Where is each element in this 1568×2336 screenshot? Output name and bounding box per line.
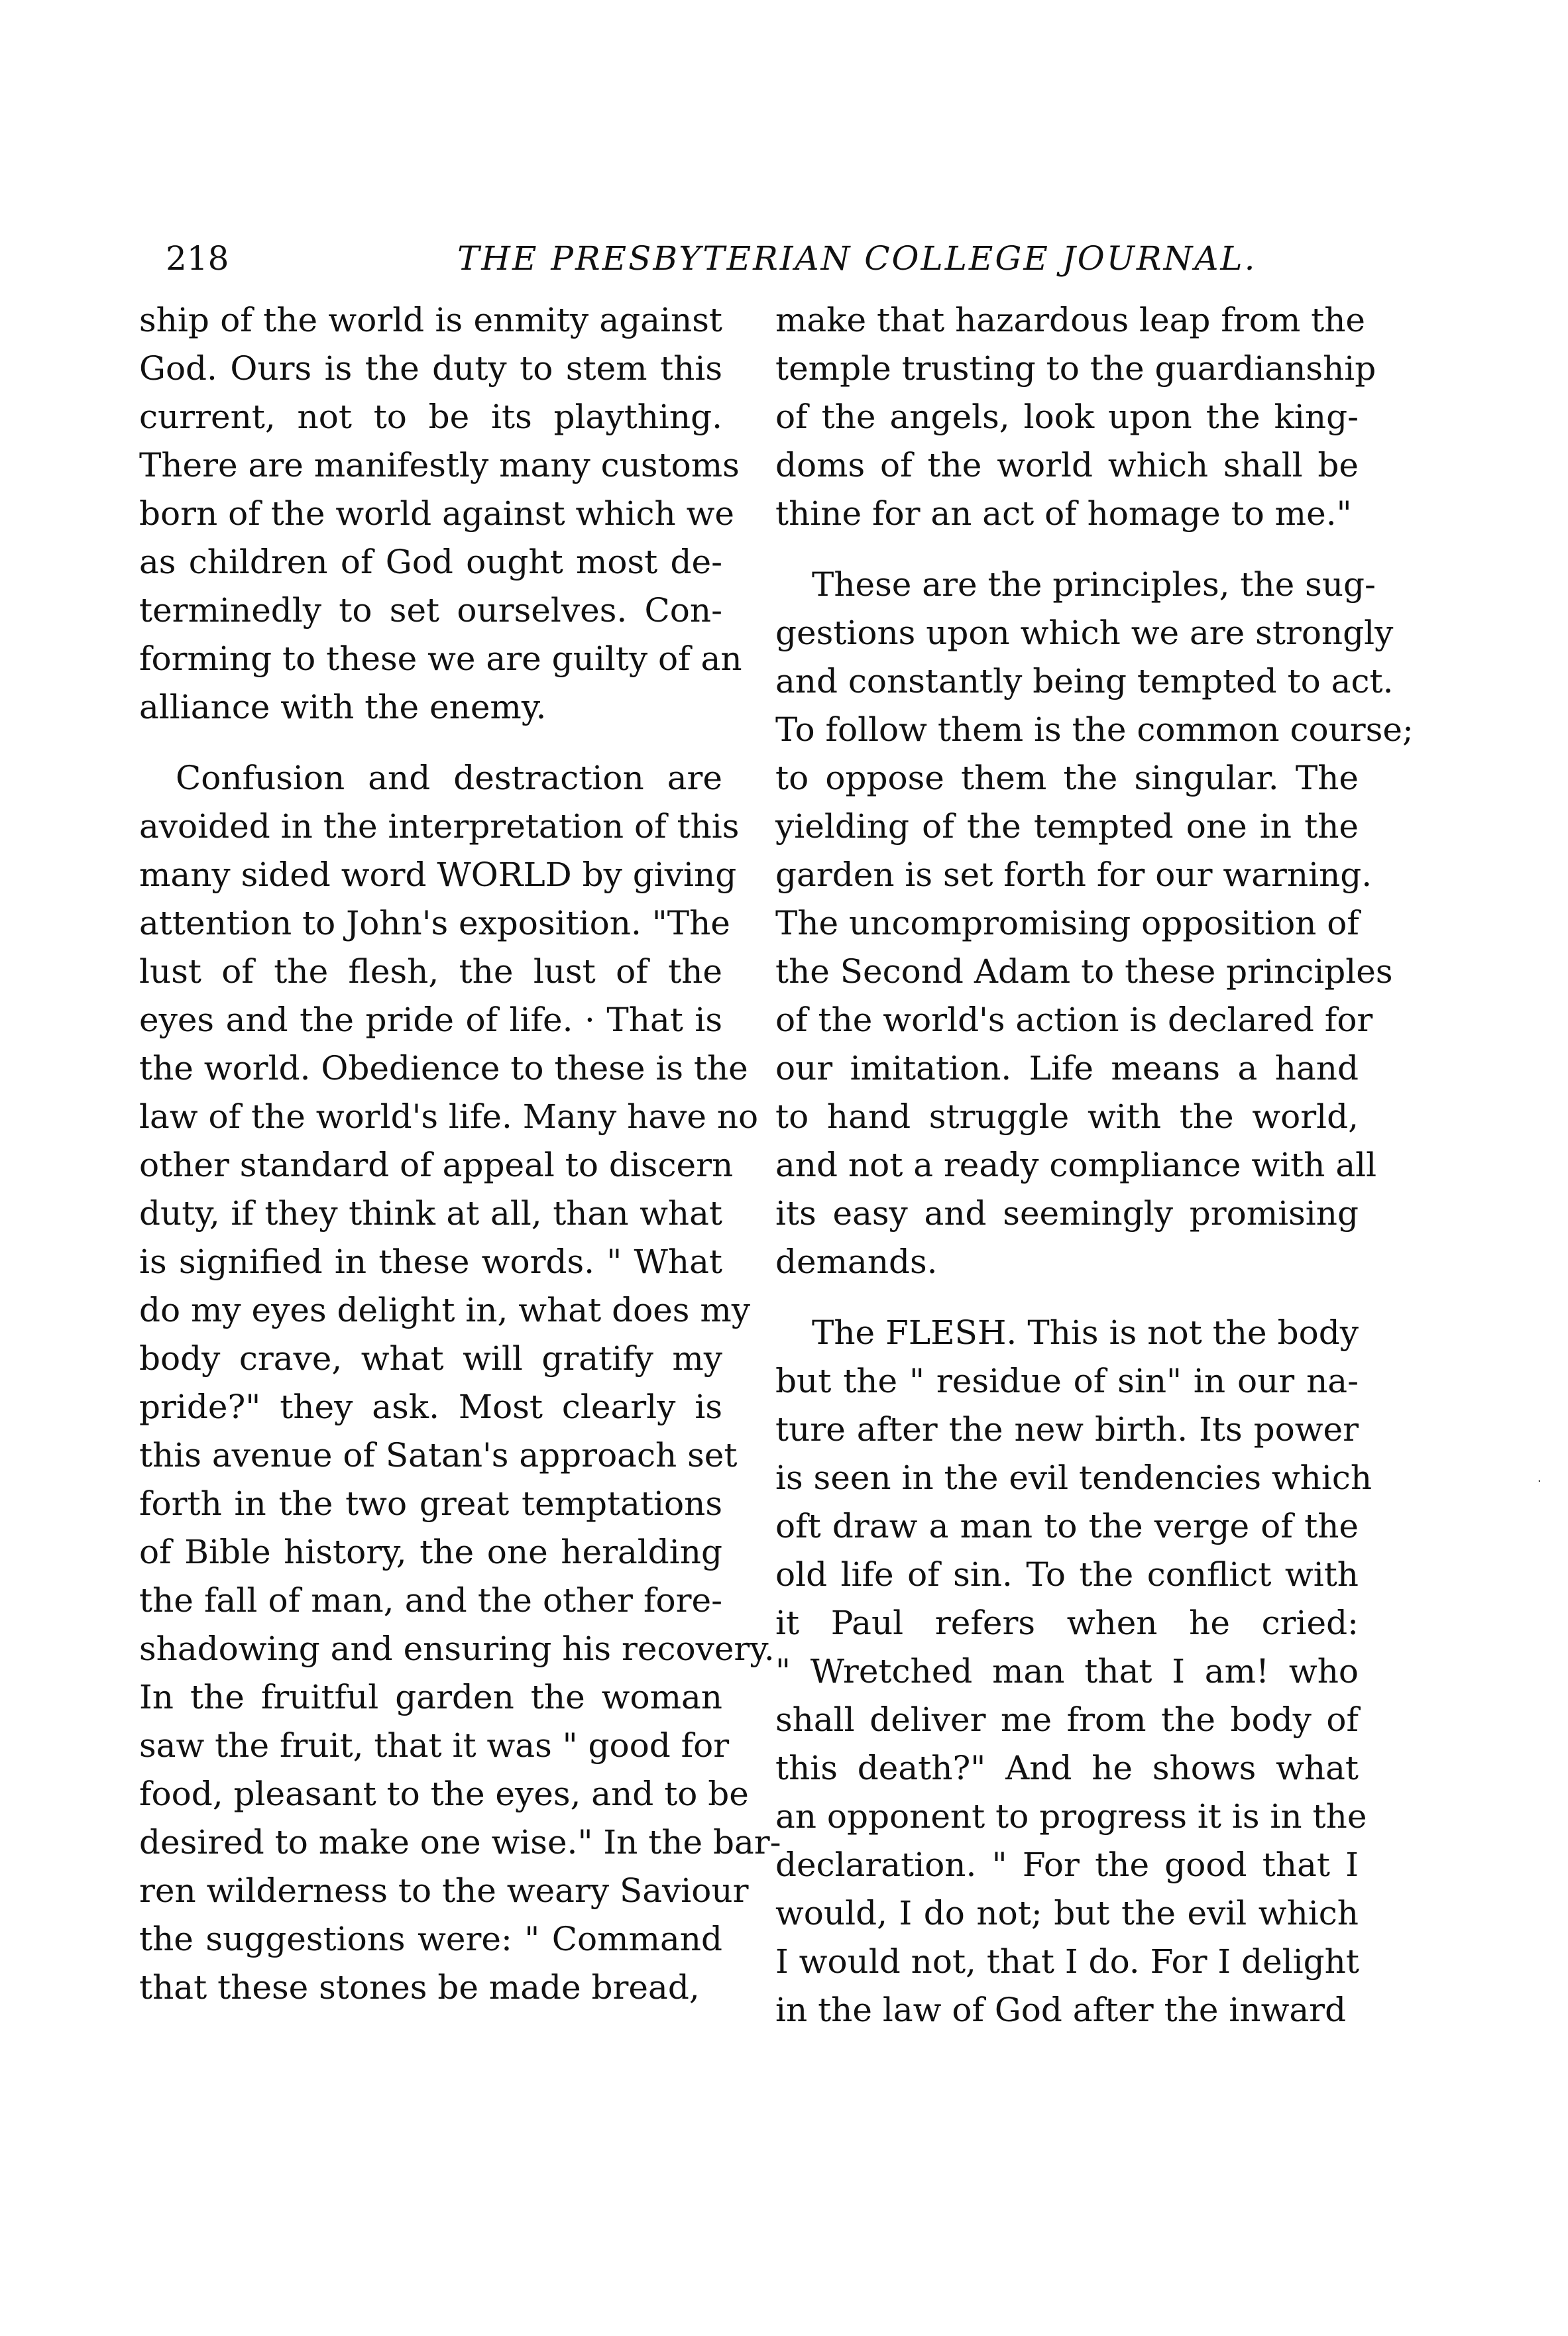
text-line: ship of the world is enmity against [139, 301, 722, 339]
text-line: and not a ready compliance with all [775, 1146, 1377, 1184]
text-line: in the law of God after the inward [775, 1991, 1347, 2029]
text-line: pride?" they ask. Most clearly is [139, 1388, 722, 1426]
text-line: forth in the two great temptations [139, 1484, 722, 1523]
text-line: the suggestions were: " Command [139, 1920, 722, 1958]
text-line: gestions upon which we are strongly [775, 614, 1394, 652]
text-line: old life of sin. To the conflict with [775, 1555, 1359, 1594]
text-line: it Paul refers when he cried: [775, 1604, 1359, 1642]
text-line: that these stones be made bread, [139, 1968, 700, 2007]
text-line: ture after the new birth. Its power [775, 1410, 1359, 1449]
text-line: the world. Obedience to these is the [139, 1049, 748, 1087]
paragraph [775, 561, 1414, 1286]
text-line: " Wretched man that I am! who [775, 1652, 1359, 1691]
text-line: avoided in the interpretation of this [139, 807, 740, 846]
text-line: The uncompromising opposition of [775, 904, 1359, 942]
text-line: forming to these we are guilty of an [139, 640, 742, 678]
text-line: garden is set forth for our warning. [775, 856, 1372, 894]
text-line: doms of the world which shall be [775, 446, 1359, 484]
text-line: its easy and seemingly promising [775, 1194, 1359, 1233]
text-line: the Second Adam to these principles [775, 952, 1393, 991]
text-line: other standard of appeal to discern [139, 1146, 734, 1184]
text-line: but the " residue of sin" in our na- [775, 1362, 1359, 1400]
text-line: ren wilderness to the weary Saviour [139, 1871, 749, 1910]
text-line: make that hazardous leap from the [775, 301, 1366, 339]
text-line: eyes and the pride of life. · That is [139, 1001, 722, 1039]
text-line: of the world's action is declared for [775, 1001, 1373, 1039]
text-line: shadowing and ensuring his recovery. [139, 1630, 775, 1668]
text-line: attention to John's exposition. "The [139, 904, 730, 942]
text-line: to hand struggle with the world, [775, 1097, 1359, 1136]
text-line: is signified in these words. " What [139, 1243, 722, 1281]
text-line: oft draw a man to the verge of the [775, 1507, 1359, 1545]
text-line: current, not to be its plaything. [139, 398, 722, 436]
text-line: our imitation. Life means a hand [775, 1049, 1359, 1087]
text-line: thine for an act of homage to me." [775, 494, 1352, 533]
paragraph [139, 754, 781, 2012]
text-line: law of the world's life. Many have no [139, 1097, 759, 1136]
left-column [139, 296, 781, 2034]
text-line: to oppose them the singular. The [775, 759, 1359, 797]
text-line: To follow them is the common course; [775, 710, 1414, 749]
text-line: desired to make one wise." In the bar- [139, 1823, 781, 1862]
text-line: of the angels, look upon the king- [775, 398, 1359, 436]
text-line: The FLESH. This is not the body [812, 1313, 1359, 1352]
text-line: food, pleasant to the eyes, and to be [139, 1775, 749, 1813]
journal-title: THE PRESBYTERIAN COLLEGE JOURNAL. [457, 239, 1257, 278]
text-line: an opponent to progress it is in the [775, 1797, 1367, 1836]
text-line: saw the fruit, that it was " good for [139, 1726, 730, 1765]
text-line: declaration. " For the good that I [775, 1846, 1359, 1884]
paragraph [775, 1309, 1372, 2034]
text-line: demands. [775, 1243, 938, 1281]
text-line: duty, if they think at all, than what [139, 1194, 722, 1233]
paragraph [139, 296, 742, 732]
paragraph [775, 296, 1376, 538]
text-line: this death?" And he shows what [775, 1749, 1359, 1787]
text-line: yielding of the tempted one in the [775, 807, 1359, 846]
text-line: lust of the flesh, the lust of the [139, 952, 722, 991]
text-line: In the fruitful garden the woman [139, 1678, 722, 1716]
text-line: shall deliver me from the body of [775, 1700, 1359, 1739]
text-line: would, I do not; but the evil which [775, 1894, 1359, 1932]
text-line: These are the principles, the sug- [812, 565, 1376, 604]
page-number: 218 [166, 239, 229, 278]
text-line: alliance with the enemy. [139, 688, 547, 726]
text-line: the fall of man, and the other fore- [139, 1581, 722, 1620]
text-line: body crave, what will gratify my [139, 1339, 722, 1378]
text-line: temple trusting to the guardianship [775, 349, 1376, 388]
page-header [0, 239, 1568, 278]
text-line: do my eyes delight in, what does my [139, 1291, 750, 1329]
margin-mark: · [1538, 1474, 1541, 1488]
text-line: terminedly to set ourselves. Con- [139, 591, 722, 630]
text-line: God. Ours is the duty to stem this [139, 349, 722, 388]
right-column [775, 296, 1414, 2057]
text-line: There are manifestly many customs [139, 446, 740, 484]
text-line: as children of God ought most de- [139, 543, 722, 581]
text-line: born of the world against which we [139, 494, 735, 533]
text-line: this avenue of Satan's approach set [139, 1436, 738, 1474]
text-line: Confusion and destraction are [176, 759, 722, 797]
text-line: I would not, that I do. For I delight [775, 1942, 1359, 1981]
text-line: of Bible history, the one heralding [139, 1533, 722, 1571]
text-line: many sided word WORLD by giving [139, 856, 737, 894]
text-line: is seen in the evil tendencies which [775, 1459, 1372, 1497]
text-line: and constantly being tempted to act. [775, 662, 1394, 700]
